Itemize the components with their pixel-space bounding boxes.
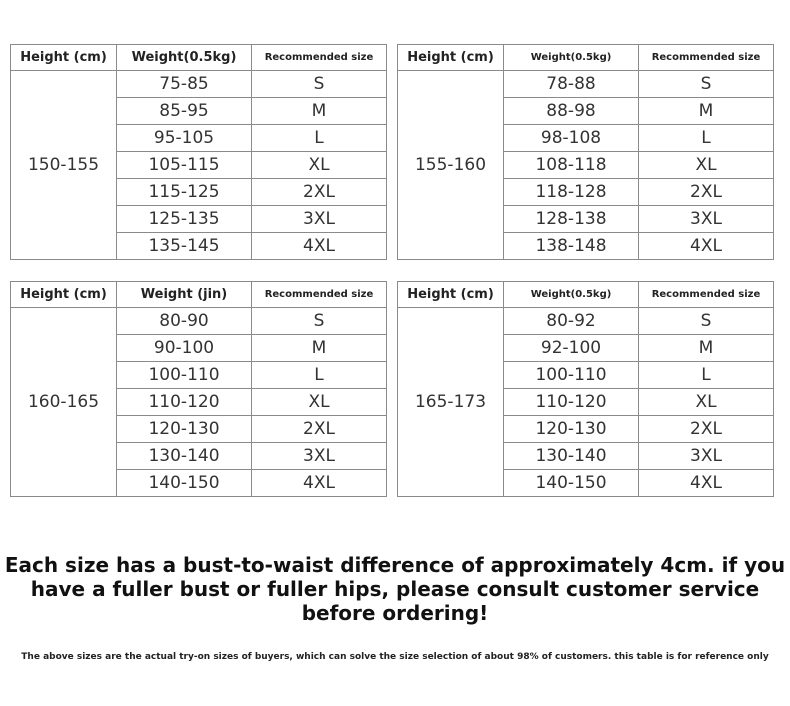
header-weight: Weight(0.5kg) — [504, 282, 639, 308]
size-cell: S — [639, 71, 774, 98]
size-table-150-155 — [10, 44, 387, 260]
weight-cell: 120-130 — [117, 416, 252, 443]
size-cell: M — [639, 335, 774, 362]
size-cell: 2XL — [252, 179, 387, 206]
size-table-165-173 — [397, 281, 774, 497]
weight-cell: 128-138 — [504, 206, 639, 233]
size-cell: 3XL — [252, 443, 387, 470]
size-cell: XL — [252, 152, 387, 179]
weight-cell: 88-98 — [504, 98, 639, 125]
header-recommended-size: Recommended size — [252, 282, 387, 308]
weight-cell: 90-100 — [117, 335, 252, 362]
header-height: Height (cm) — [11, 45, 117, 71]
size-cell: 4XL — [639, 233, 774, 260]
size-cell: L — [252, 125, 387, 152]
size-cell: M — [252, 98, 387, 125]
size-cell: S — [639, 308, 774, 335]
header-height: Height (cm) — [398, 45, 504, 71]
height-range-cell: 165-173 — [398, 308, 504, 497]
height-range-cell: 150-155 — [11, 71, 117, 260]
size-cell: 2XL — [252, 416, 387, 443]
header-height: Height (cm) — [398, 282, 504, 308]
table-header-row — [11, 45, 387, 71]
weight-cell: 115-125 — [117, 179, 252, 206]
size-cell: L — [639, 125, 774, 152]
weight-cell: 75-85 — [117, 71, 252, 98]
size-table-160-165 — [10, 281, 387, 497]
weight-cell: 140-150 — [117, 470, 252, 497]
weight-cell: 92-100 — [504, 335, 639, 362]
weight-cell: 85-95 — [117, 98, 252, 125]
weight-cell: 105-115 — [117, 152, 252, 179]
weight-cell: 100-110 — [117, 362, 252, 389]
height-range-cell: 160-165 — [11, 308, 117, 497]
weight-cell: 118-128 — [504, 179, 639, 206]
size-cell: 4XL — [639, 470, 774, 497]
table-header-row — [398, 45, 774, 71]
table-header-row — [398, 282, 774, 308]
header-recommended-size: Recommended size — [639, 282, 774, 308]
size-cell: 4XL — [252, 470, 387, 497]
size-cell: M — [639, 98, 774, 125]
weight-cell: 110-120 — [117, 389, 252, 416]
size-cell: 3XL — [252, 206, 387, 233]
weight-cell: 78-88 — [504, 71, 639, 98]
weight-cell: 138-148 — [504, 233, 639, 260]
weight-cell: 108-118 — [504, 152, 639, 179]
size-cell: XL — [639, 389, 774, 416]
table-row — [398, 308, 774, 335]
weight-cell: 80-90 — [117, 308, 252, 335]
table-header-row — [11, 282, 387, 308]
weight-cell: 130-140 — [117, 443, 252, 470]
table-row — [11, 308, 387, 335]
weight-cell: 80-92 — [504, 308, 639, 335]
size-cell: 3XL — [639, 206, 774, 233]
weight-cell: 98-108 — [504, 125, 639, 152]
table-row — [398, 71, 774, 98]
size-cell: L — [639, 362, 774, 389]
header-recommended-size: Recommended size — [639, 45, 774, 71]
weight-cell: 120-130 — [504, 416, 639, 443]
weight-cell: 125-135 — [117, 206, 252, 233]
weight-cell: 130-140 — [504, 443, 639, 470]
size-cell: XL — [252, 389, 387, 416]
header-recommended-size: Recommended size — [252, 45, 387, 71]
header-weight: Weight(0.5kg) — [504, 45, 639, 71]
header-height: Height (cm) — [11, 282, 117, 308]
weight-cell: 110-120 — [504, 389, 639, 416]
size-cell: 2XL — [639, 416, 774, 443]
weight-cell: 100-110 — [504, 362, 639, 389]
fit-note: Each size has a bust-to-waist difference of approximately 4cm. if you have a fuller bust or fuller hips, please consult customer service before ordering! — [4, 553, 786, 625]
weight-cell: 95-105 — [117, 125, 252, 152]
size-cell: S — [252, 308, 387, 335]
size-table-155-160 — [397, 44, 774, 260]
size-cell: 2XL — [639, 179, 774, 206]
header-weight: Weight(0.5kg) — [117, 45, 252, 71]
header-weight: Weight (jin) — [117, 282, 252, 308]
height-range-cell: 155-160 — [398, 71, 504, 260]
size-cell: 3XL — [639, 443, 774, 470]
size-cell: M — [252, 335, 387, 362]
size-cell: XL — [639, 152, 774, 179]
size-cell: S — [252, 71, 387, 98]
size-cell: L — [252, 362, 387, 389]
size-cell: 4XL — [252, 233, 387, 260]
table-row — [11, 71, 387, 98]
footer-disclaimer: The above sizes are the actual try-on sizes of buyers, which can solve the size selection of about 98% of customers. this table is for reference only — [21, 652, 769, 662]
weight-cell: 135-145 — [117, 233, 252, 260]
weight-cell: 140-150 — [504, 470, 639, 497]
